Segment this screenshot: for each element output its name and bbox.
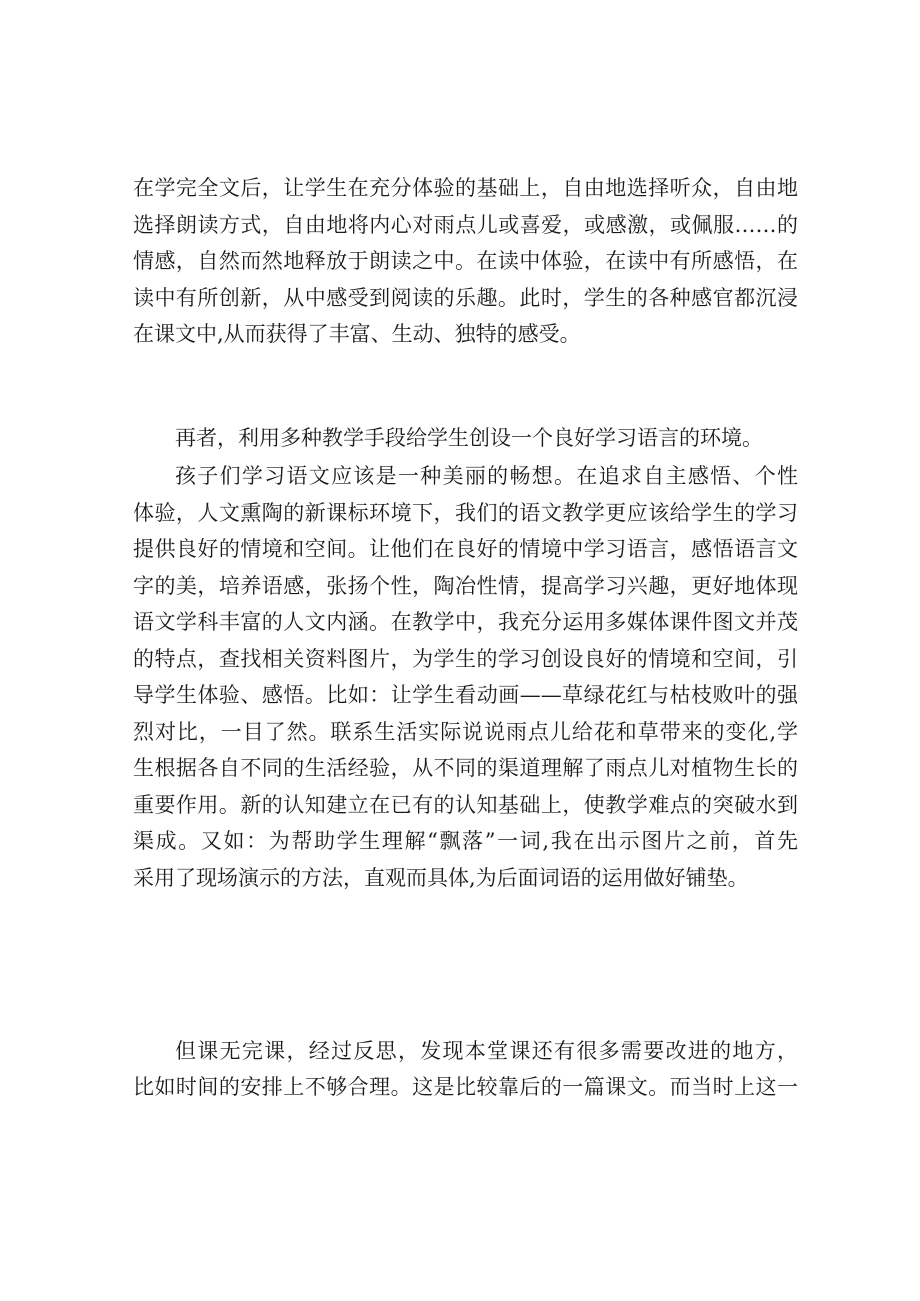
text-line: 烈对比，一目了然。联系生活实际说说雨点儿给花和草带来的变化,学 — [133, 719, 798, 744]
text-line: 读中有所创新，从中感受到阅读的乐趣。此时，学生的各种感官都沉浸 — [133, 285, 798, 310]
text-line: 情感，自然而然地释放于朗读之中。在读中体验，在读中有所感悟，在 — [133, 249, 798, 273]
text-line: 比如时间的安排上不够合理。这是比较靠后的一篇课文。而当时上这一 — [133, 1075, 798, 1099]
text-line: 采用了现场演示的方法，直观而具体,为后面词语的运用做好铺垫。 — [133, 865, 749, 890]
paragraph-language-environment — [133, 458, 798, 896]
paragraph-reading-experience — [133, 170, 798, 353]
text-line: 渠成。又如：为帮助学生理解“飘落”一词,我在出示图片之前，首先 — [133, 829, 798, 853]
paragraph-teaching-methods — [133, 420, 798, 456]
text-line: 但课无完课，经过反思，发现本堂课还有很多需要改进的地方， — [175, 1039, 798, 1063]
text-line: 语文学科丰富的人文内涵。在教学中，我充分运用多媒体课件图文并茂 — [133, 610, 798, 634]
text-line: 在课文中,从而获得了丰富、生动、独特的感受。 — [133, 322, 581, 346]
text-line: 再者，利用多种教学手段给学生创设一个良好学习语言的环境。 — [175, 426, 763, 450]
text-line: 孩子们学习语文应该是一种美丽的畅想。在追求自主感悟、个性 — [175, 464, 798, 488]
text-line: 的特点，查找相关资料图片，为学生的学习创设良好的情境和空间，引 — [133, 646, 798, 671]
text-line: 提供良好的情境和空间。让他们在良好的情境中学习语言，感悟语言文 — [133, 537, 798, 561]
text-line: 重要作用。新的认知建立在已有的认知基础上，使教学难点的突破水到 — [133, 792, 798, 817]
text-line: 字的美，培养语感，张扬个性，陶冶性情，提高学习兴趣，更好地体现 — [133, 573, 798, 598]
text-line: 在学完全文后，让学生在充分体验的基础上，自由地选择听众，自由地 — [133, 176, 798, 200]
text-line: 导学生体验、感悟。比如：让学生看动画——草绿花红与枯枝败叶的强 — [133, 683, 798, 707]
text-line: 体验，人文熏陶的新课标环境下，我们的语文教学更应该给学生的学习 — [133, 500, 798, 525]
text-line: 生根据各自不同的生活经验，从不同的渠道理解了雨点儿对植物生长的 — [133, 756, 798, 780]
text-line: 选择朗读方式，自由地将内心对雨点儿或喜爱，或感激，或佩服……的 — [133, 212, 798, 237]
paragraph-reflection — [133, 1033, 798, 1105]
